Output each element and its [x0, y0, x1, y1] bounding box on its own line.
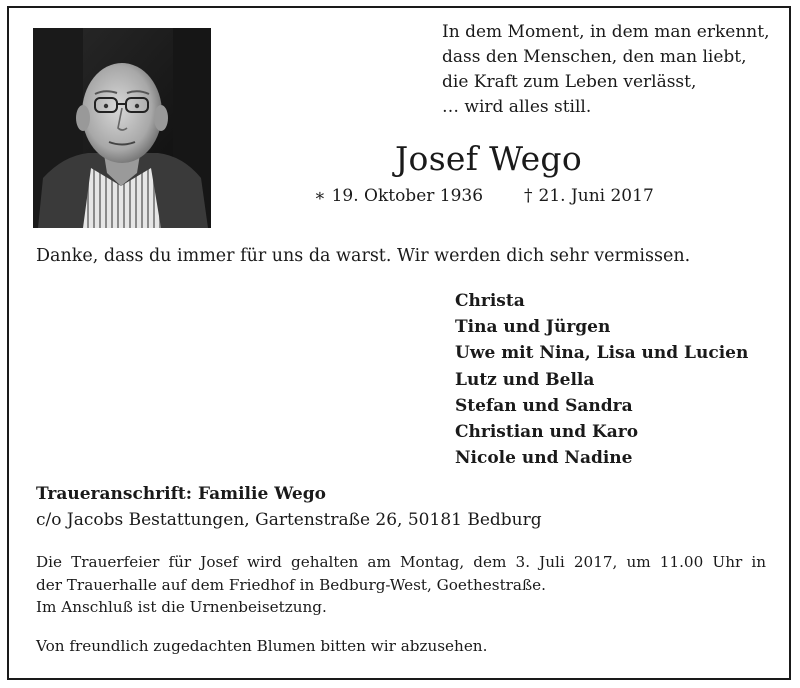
poem — [442, 20, 782, 120]
ceremony-line: der Trauerhalle auf dem Friedhof in Bedburg-West, Goethestraße. — [36, 575, 546, 594]
family-member: Tina und Jürgen — [455, 317, 611, 338]
poem-line: die Kraft zum Leben verlässt, — [442, 72, 697, 92]
family-member: Uwe mit Nina, Lisa und Lucien — [455, 343, 749, 364]
thanks-line: Danke, dass du immer für uns da warst. Wir werden dich sehr vermissen. — [36, 246, 691, 266]
ceremony-line: Die Trauerfeier für Josef wird gehalten am Montag, dem 3. Juli 2017, um 11.00 Uhr in — [36, 553, 766, 571]
ceremony-details — [36, 551, 766, 619]
birth-star-icon: ∗ — [314, 186, 326, 206]
poem-line: … wird alles still. — [442, 97, 592, 117]
family-list — [455, 288, 748, 471]
family-member: Stefan und Sandra — [455, 395, 633, 416]
family-member: Christian und Karo — [455, 422, 639, 443]
birth-date — [314, 186, 483, 206]
family-member: Nicole und Nadine — [455, 448, 633, 469]
ceremony-line: Im Anschluß ist die Urnenbeisetzung. — [36, 598, 327, 616]
birth-date-text: 19. Oktober 1936 — [331, 186, 484, 206]
death-cross-icon: † — [524, 186, 533, 206]
death-date-text: 21. Juni 2017 — [538, 186, 654, 206]
family-member: Lutz und Bella — [455, 369, 595, 390]
deceased-name: Josef Wego — [395, 139, 583, 178]
address-line: c/o Jacobs Bestattungen, Gartenstraße 26, 50181 Bedburg — [36, 510, 542, 530]
death-date — [524, 186, 654, 206]
poem-line: dass den Menschen, den man liebt, — [442, 47, 747, 67]
family-member: Christa — [455, 291, 525, 311]
poem-line: In dem Moment, in dem man erkennt, — [442, 22, 770, 42]
flowers-note: Von freundlich zugedachten Blumen bitten wir abzusehen. — [36, 637, 488, 655]
portrait-photo — [33, 28, 211, 228]
address-heading: Traueranschrift: Familie Wego — [36, 484, 326, 504]
